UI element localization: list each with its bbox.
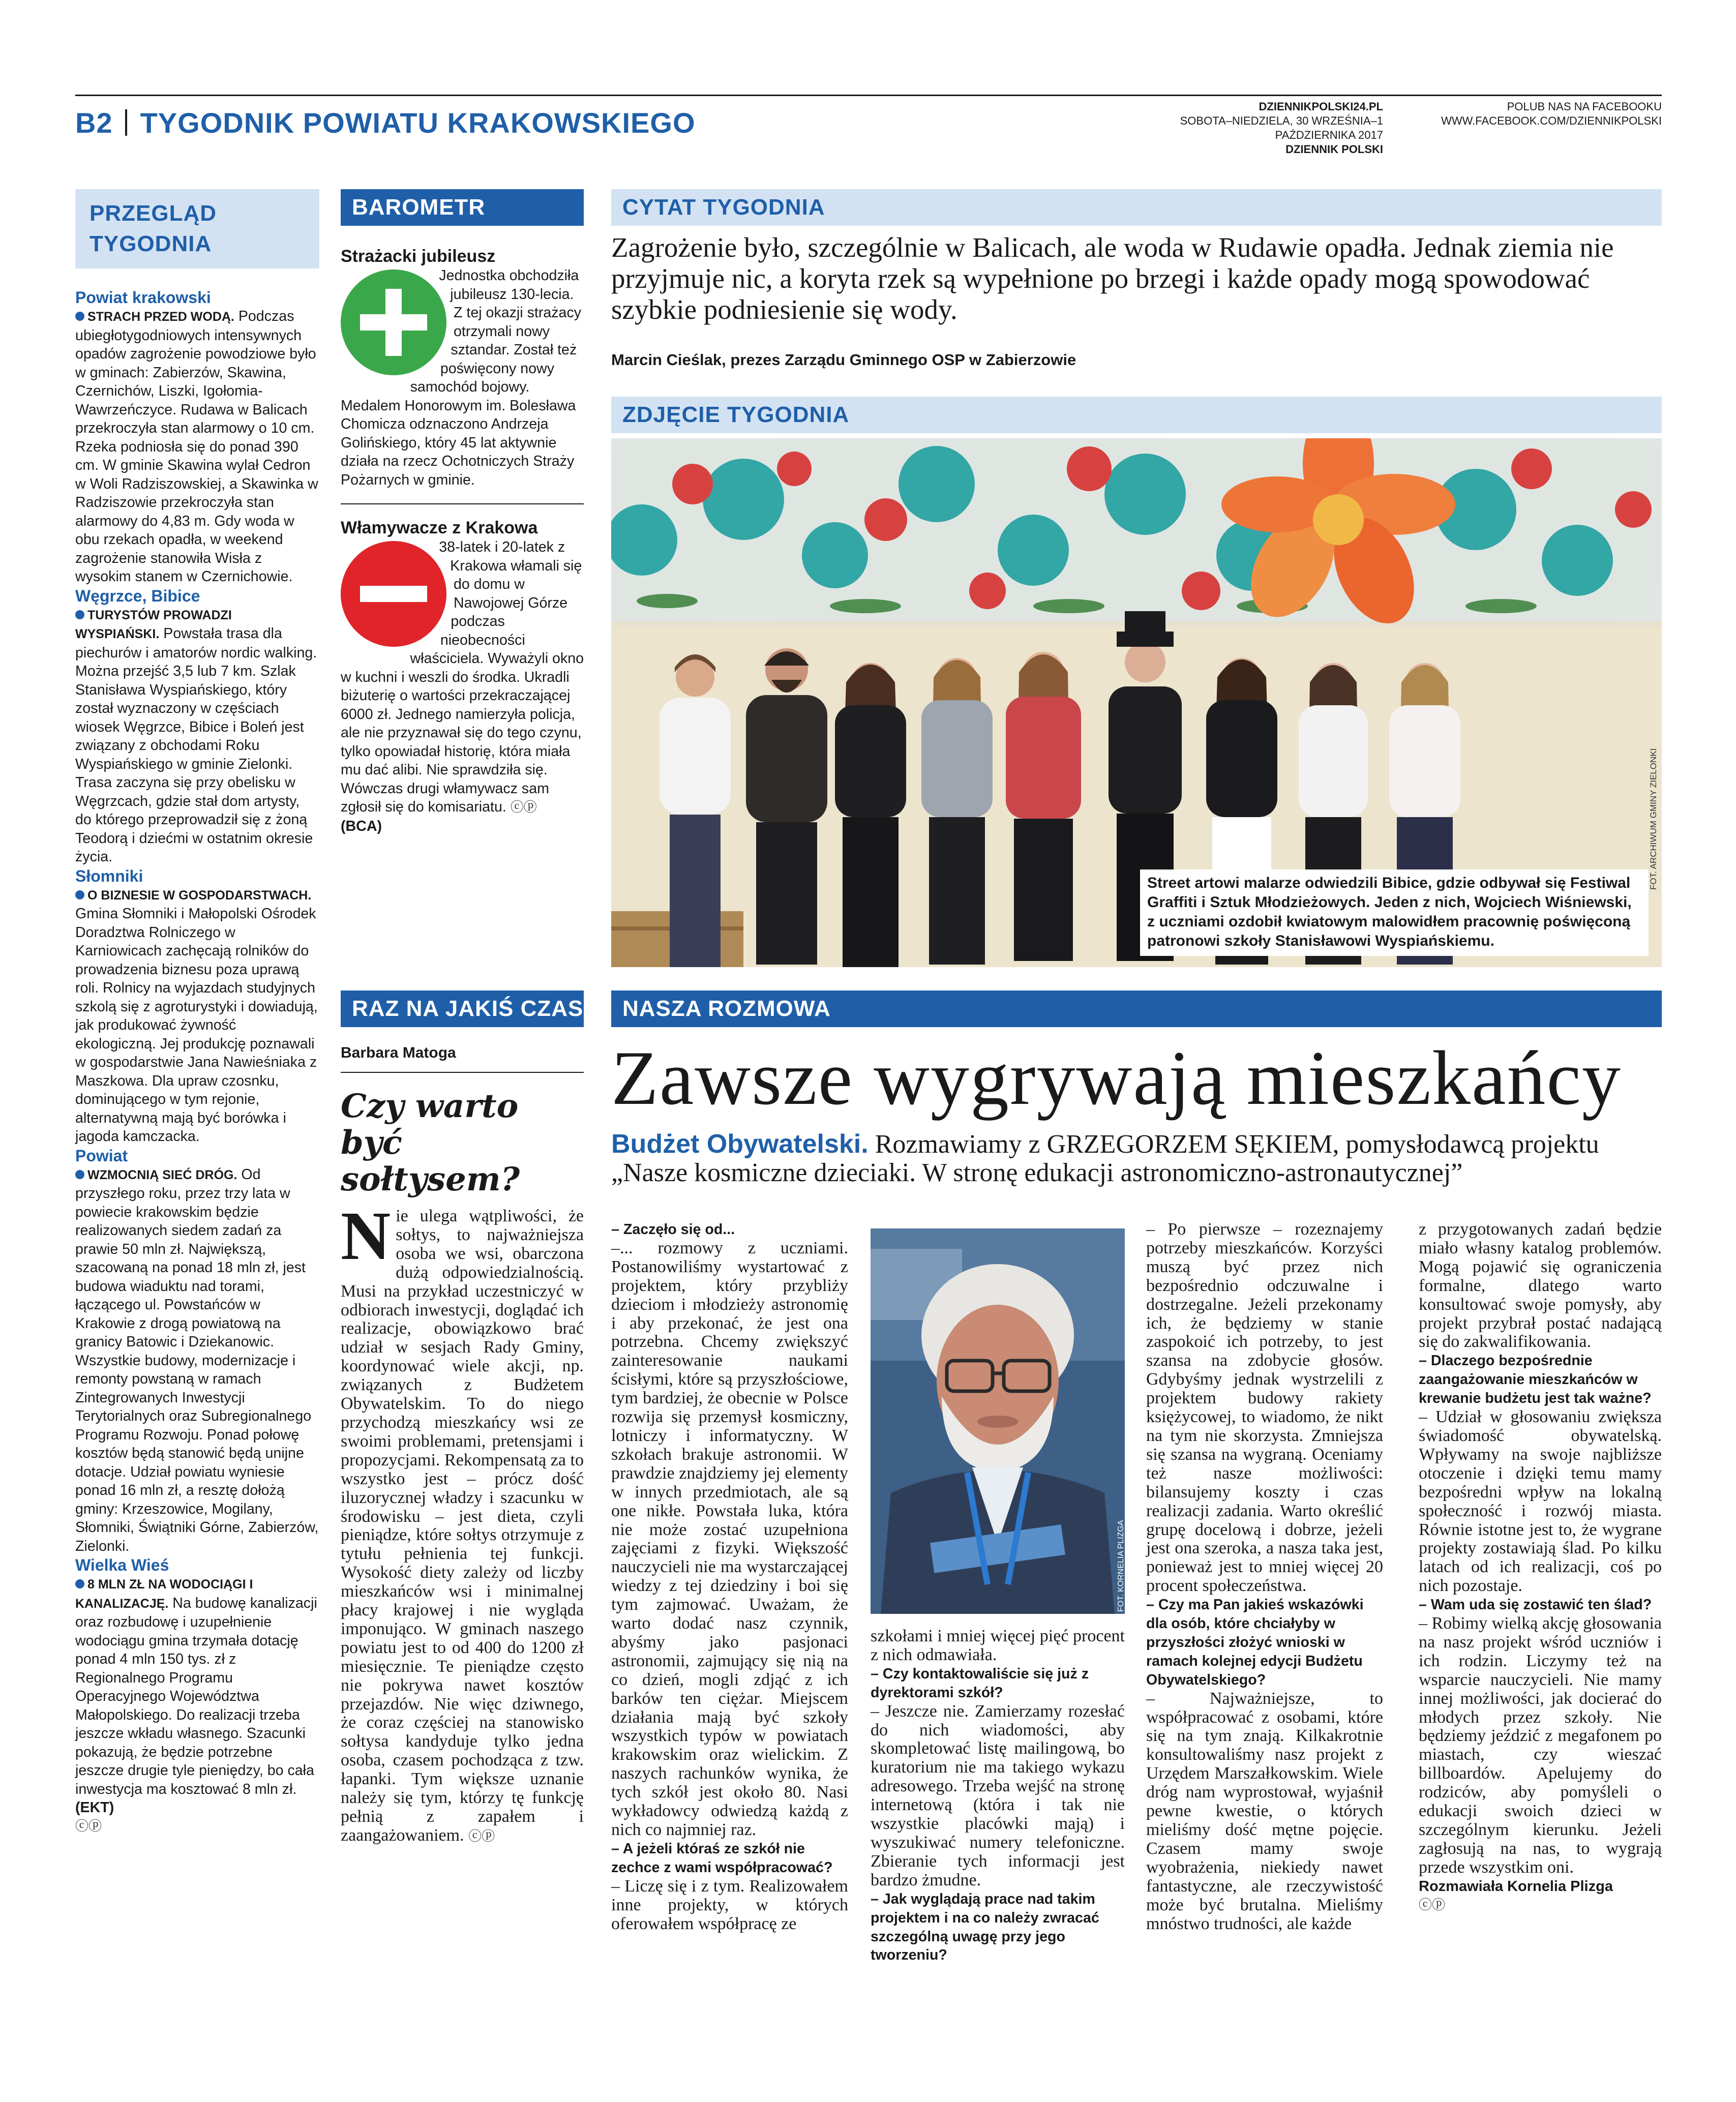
zdjecie-head: ZDJĘCIE TYGODNIA: [611, 397, 1662, 433]
interview-column-3: [1146, 1220, 1383, 1933]
section-title: TYGODNIK POWIATU KRAKOWSKIEGO: [140, 106, 696, 139]
news-place: Powiat: [75, 1146, 128, 1165]
interview-question: – Zaczęło się od...: [611, 1221, 735, 1238]
interview-answer: szkołami i mniej więcej pięć procent z nich odmawiała.: [871, 1627, 1125, 1664]
barometr-plus-body: [341, 266, 584, 489]
news-place: Powiat krakowski: [75, 288, 211, 307]
page-number: B2: [75, 106, 113, 139]
interview-column-1: [611, 1220, 848, 1933]
interview-answer: –... rozmowy z uczniami. Postanowiliśmy wystartować z projektem, który przybliży dzieciom i młodzieży astronomię i aby przekonać, że jest ona potrzebna. Chcemy zwiększyć zainteresowanie naukami ścisłymi, które są przyszłościowe, tym bardziej, że obecnie w Polsce rozwija się przemysł kosmiczny, lotniczy i informatyczny. W szkołach brakuje astronomii. W prawdzie znajdziemy jej elementy w innych przedmiotach, ale są one nikłe. Powstała luka, która nie może zostać uzupełniona zajęciami z fizyki. Większość nauczycieli nie ma wystarczającej wiedzy z tej dziedziny i boi się tym zajmować. Uważam, że warto dodać nasz czynnik, abyśmy jako pasjonaci astronomii, zajmujący się nią na co dzień, mogli zdjąć z ich barków ten ciężar. Miejscem działania mają być szkoły wszystkich typów w powiatach krakowskim oraz wielickim. Z naszych rachunków wynika, że tych szkół jest około 80. Nasi wykładowcy odwiedzą każdą z nich co najmniej raz.: [611, 1238, 848, 1839]
felieton-head: RAZ NA JAKIŚ CZAS: [341, 990, 584, 1027]
photo-credit: FOT. ARCHIWUM GMINY ZIELONKI: [1649, 748, 1658, 890]
interview-column-2: [871, 1627, 1125, 1965]
facebook-prompt: POLUB NAS NA FACEBOOKU: [1507, 100, 1662, 113]
bullet-icon: [75, 1170, 84, 1179]
felieton-body: [341, 1198, 584, 1846]
news-text: Na budowę kanalizacji oraz rozbudowę i uzupełnienie wodociągu gmina trzymała dotację ponad 4 mln 150 tys. zł z Regionalnego Programu Operacyjnego Województwa Małopolskiego. Do realizacji trzeba jeszcze wkładu własnego. Szacunki pokazują, że będzie potrzebne jeszcze drugie tyle pieniędzy, bo cała inwestycja ma kosztować 8 mln zł.: [75, 1595, 317, 1797]
barometr-column: [341, 246, 584, 835]
interview-question: – Wam uda się zostawić ten ślad?: [1419, 1597, 1652, 1613]
photo-caption: Street artowi malarze odwiedzili Bibice, gdzie odbywał się Festiwal Graffiti i Sztuk Młodzieżowych. Jeden z nich, Wojciech Wiśniewski, z uczniami ozdobił kwiatowym malowidłem pracownię poświęconą patronowi szkoły Stanisławowi Wyspiańskiemu.: [1140, 869, 1649, 956]
interview-answer: – Po pierwsze – rozeznajemy potrzeby mieszkańców. Korzyści muszą być przez nich bezpośrednio odczuwalne i dostrzegalne. Jeżeli przekonamy ich, że będziemy w stanie zaspokoić ich potrzeby, to jest szansa na zdobycie głosów. Gdybyśmy jednak wystrzelili z projektem budowy rakiety księżycowej, to wiadomo, że nikt na tym nie skorzysta. Zmniejsza się szansa na wygraną. Oceniamy też nasze możliwości: bilansujemy koszty i czas realizacji zadania. Warto określić grupę docelową i dobrze, jeżeli jest ona szeroka, a nasza taka jest, ponieważ jest to mniej więcej 20 procent społeczeństwa.: [1146, 1220, 1383, 1596]
interview-deck: [611, 1130, 1662, 1187]
przeglad-head: [75, 189, 319, 268]
barometr-signature: (BCA): [341, 818, 382, 834]
interview-question: – Dlaczego bezpośrednie zaangażowanie mieszkańców w krewanie budżetu jest tak ważne?: [1419, 1353, 1652, 1407]
interview-answer: – Liczę się i z tym. Realizowałem inne projekty, w których oferowałem współpracę ze: [611, 1876, 848, 1933]
interview-question: – A jeżeli któraś ze szkół nie zechce z wami współpracować?: [611, 1840, 833, 1876]
news-lead: O BIZNESIE W GOSPODARSTWACH.: [87, 888, 312, 903]
news-text: Podczas ubiegłotygodniowych intensywnych opadów zagrożenie powodziowe było w gminach: Zabierzów, Skawina, Czernichów, Liszki, Igołomia-Wawrzeńczyce. Rudawa w Balicach przekroczyła stan alarmowy o 10 cm. Rzeka podniosła się do ponad 390 cm. W gminie Skawina wylał Cedron w Woli Radziszowskiej, a Skawinka w Radziszowie przekroczyła stan alarmowy do 4,83 m. Gdy woda w obu rzekach opadła, w weekend zagrożenie stanowiła Wisła z wysokim stanem w Czernichowie.: [75, 308, 318, 585]
interview-deck-text: Rozmawiamy z GRZEGORZEM SĘKIEM, pomysłodawcą projektu „Nasze kosmiczne dzieciaki. W stronę edukacji astronomiczno-astronautycznej”: [611, 1130, 1599, 1187]
barometr-minus-title: Włamywacze z Krakowa: [341, 518, 538, 537]
barometr-divider: [341, 503, 584, 504]
header-info: [1098, 100, 1383, 157]
interviewee-photo: [871, 1228, 1125, 1614]
rozmowa-head: NASZA ROZMOWA: [611, 990, 1662, 1027]
interview-kicker: Budżet Obywatelski.: [611, 1129, 869, 1159]
plus-icon: [341, 269, 446, 375]
quote-author: Marcin Cieślak, prezes Zarządu Gminnego OSP w Zabierzowie: [611, 351, 1076, 369]
news-text: Od przyszłego roku, przez trzy lata w powiecie krakowskim będzie realizowanych siedem zadań za prawie 50 mln zł. Największą, szacowaną na ponad 18 mln zł, jest budowa wiaduktu nad torami, łączącego ul. Powstańców w Krakowie z drogą powiatową na granicy Batowic i Dziekanowic. Wszystkie budowy, modernizacje i remonty powstaną w ramach Zintegrowanych Inwestycji Terytorialnych oraz Subregionalnego Programu Rozwoju. Ponad połowę kosztów będą stanowić będą unijne dotacje. Udział powiatu wyniesie ponad 16 mln zł, a resztę dołożą gminy: Krzeszowice, Mogilany, Słomniki, Świątniki Górne, Zabierzów, Zielonki.: [75, 1166, 319, 1554]
news-lead: TURYSTÓW PROWADZI WYSPIAŃSKI.: [75, 608, 232, 641]
przeglad-column: [75, 288, 319, 2017]
copyright-icon: ⓒⓟ: [75, 1818, 102, 1834]
news-text: Gmina Słomniki i Małopolski Ośrodek Doradztwa Rolniczego w Karniowicach zachęcają rolników do prowadzenia biznesu poza uprawą roli. Rolnicy na wyjazdach studyjnych szkolą się z agroturystyki i dowiadują, jak produkować żywność ekologiczną. Jej produkcję poznawali w gospodarstwie Jana Nawieśniaka z Maszkowa. Dla upraw czosnku, dominującego w tym rejonie, alternatywną mają być borówka i jagoda kamczacka.: [75, 906, 318, 1145]
news-place: Wielka Wieś: [75, 1556, 169, 1574]
paper-name: DZIENNIK POLSKI: [1285, 143, 1383, 156]
news-item: [75, 1146, 319, 1556]
felieton-title: Czy warto być sołtysem?: [341, 1087, 520, 1198]
interview-answer: z przygotowanych zadań będzie miało własny katalog problemów. Mogą pojawić się ograniczenia formalne, dlatego warto konsultować swoje pomysły, aby projekt przybrał postać nadającą się do zakwalifikowania.: [1419, 1220, 1662, 1352]
site-link[interactable]: DZIENNIKPOLSKI24.PL: [1259, 100, 1383, 113]
barometr-head: BAROMETR: [341, 189, 584, 226]
news-item: [75, 586, 319, 866]
facebook-link[interactable]: WWW.FACEBOOK.COM/DZIENNIKPOLSKI: [1441, 114, 1662, 127]
interview-question: – Jak wyglądają prace nad takim projektem i na co należy zwracać szczególną uwagę przy jego tworzeniu?: [871, 1890, 1099, 1964]
przeglad-head-line2: TYGODNIA: [89, 231, 212, 256]
felieton-divider: [341, 1072, 584, 1073]
felieton-author: Barbara Matoga: [341, 1044, 456, 1061]
interview-column-4: [1419, 1220, 1662, 1915]
copyright-icon: ⓒⓟ: [468, 1828, 495, 1844]
interview-title: Zawsze wygrywają mieszkańcy: [611, 1035, 1622, 1121]
interview-signature: Rozmawiała Kornelia Plizga: [1419, 1878, 1613, 1895]
copyright-icon: ⓒⓟ: [510, 800, 537, 815]
bullet-icon: [75, 890, 84, 899]
issue-date: SOBOTA–NIEDZIELA, 30 WRZEŚNIA–1 PAŹDZIERNIKA 2017: [1180, 114, 1383, 141]
news-lead: 8 MLN ZŁ NA WODOCIĄGI I KANALIZACJĘ.: [75, 1577, 253, 1611]
interview-answer: – Udział w głosowaniu zwiększa świadomość obywatelską. Wpływamy na swoje najbliższe otoczenie i dzięki temu mamy bezpośredni wpływ na lokalną społeczność i rozwój miasta. Równie istotne jest to, że wygrane projekty zostawiają ślad. Po kilku latach od ich realizacji, coś po nich pozostaje.: [1419, 1407, 1662, 1596]
quote-text: Zagrożenie było, szczególnie w Balicach, ale woda w Rudawie opadła. Jednak ziemia nie przyjmuje nic, a koryta rzek są wypełnione po brzegi i każde opady mogą spowodować szybkie podniesienie się wody.: [611, 232, 1614, 325]
bullet-icon: [75, 1579, 84, 1588]
news-lead: WZMOCNIĄ SIEĆ DRÓG.: [87, 1167, 237, 1182]
news-lead: STRACH PRZED WODĄ.: [87, 310, 234, 324]
interview-question: – Czy kontaktowaliście się już z dyrektorami szkół?: [871, 1665, 1089, 1701]
portrait-credit: FOT. KORNELIA PLIZGA: [1117, 1520, 1125, 1612]
copyright-icon: ⓒⓟ: [1419, 1897, 1446, 1913]
interview-answer: – Najważniejsze, to współpracować z osobami, które się na tym znają. Kilkakrotnie konsultowaliśmy nasz projekt z Urzędem Marszałkowskim. Wiele dróg nam wyprostował, wyjaśnił pewne kwestie, o których mieliśmy dość mętne pojęcie. Czasem mamy swoje wyobrażenia, niekiedy nawet fantastyczne, ale rzeczywistość może być brutalna. Mieliśmy mnóstwo trudności, ale każde: [1146, 1689, 1383, 1933]
page-header: [75, 100, 696, 145]
minus-icon: [341, 541, 446, 647]
interview-answer: – Jeszcze nie. Zamierzamy rozesłać do nich wiadomości, aby skompletować listę mailingową, bo kuratorium nie ma takiego wykazu adresowego. Trzeba wejść na stronę internetową (która i tak nie wszystkie placówki mają) i wyszukiwać numery telefoniczne. Zbieranie tych informacji jest bardzo żmudne.: [871, 1701, 1125, 1889]
news-item: [75, 1555, 319, 1798]
header-rule: [75, 95, 1662, 96]
header-divider: [125, 109, 127, 136]
przeglad-signature: (EKT): [75, 1799, 114, 1816]
cytat-head: CYTAT TYGODNIA: [611, 189, 1662, 226]
barometr-minus-text: 38-latek i 20-latek z Krakowa włamali się do domu w Nawojowej Górze podczas nieobecności właściciela. Wyważyli okno w kuchni i weszli do środka. Ukradli biżuterię o wartości przekraczającej 6000 zł. Jednego namierzyła policja, ale nie przyznawał się do tego czynu, tylko opowiadał historię, która miała mu dać alibi. Nie sprawdziła się. Wówczas drugi włamywacz sam zgłosił się do komisariatu.: [341, 539, 584, 815]
news-text: Powstała trasa dla piechurów i amatorów nordic walking. Można przejść 3,5 lub 7 km. Szlak Stanisława Wyspiańskiego, który został wyznaczony w częściach wiosek Węgrzce, Bibice i Boleń jest związany z obchodami Roku Wyspiańskiego w gminie Zielonki. Trasa zaczyna się przy obelisku w Węgrzcach, gdzie stał dom artysty, do którego przeprowadził się z żoną Teodorą i dziećmi w ostatnim okresie życia.: [75, 625, 317, 865]
przeglad-head-line1: PRZEGLĄD: [89, 201, 217, 226]
news-place: Węgrzce, Bibice: [75, 586, 200, 605]
news-item: [75, 288, 319, 586]
drop-cap: N: [341, 1198, 391, 1274]
news-place: Słomniki: [75, 866, 143, 885]
news-item: [75, 866, 319, 1146]
bullet-icon: [75, 610, 84, 619]
felieton-text: ie ulega wątpliwości, że sołtys, to najważniejsza osoba we wsi, obarczona dużą odpowiedzialnością. Musi na przykład uczestniczyć w odbiorach inwestycji, doglądać ich realizacje, obowiązkowo brać udział w sesjach Rady Gminy, koordynować wiele akcji, np. związanych z Budżetem Obywatelskim. To do niego przychodzą mieszkańcy wsi ze swoimi problemami, pretensjami i propozycjami. Rekompensatą za to wszystko jest – prócz dość iluzorycznej władzy i szacunku w środowisku – jest dieta, czyli pieniądze, które sołtys otrzymuje z tytułu pełnienia tej funkcji. Wysokość diety zależy od liczby mieszkańców wsi i minimalnej płacy krajowej i nie wygląda imponująco. W gminach naszego powiatu jest to od 400 do 1200 zł miesięcznie. Te pieniądze często nie pokrywa nawet kosztów przejazdów. Nie więc dziwnego, że coraz częściej na stanowisko sołtysa kandyduje tylko jedna osoba, czasem pochodząca z tzw. łapanki. Tym większe uznanie należy się tym, którzy tę funkcję pełnią z zapałem i zaangażowaniem.: [341, 1207, 584, 1845]
facebook-info: [1424, 100, 1662, 128]
barometr-minus-body: [341, 538, 584, 817]
felieton-column: [341, 1027, 584, 1846]
interview-question: – Czy ma Pan jakieś wskazówki dla osób, które chciałyby w przyszłości złożyć wnioski w ramach kolejnej edycji Budżetu Obywatelskiego?: [1146, 1597, 1364, 1688]
barometr-plus-title: Strażacki jubileusz: [341, 247, 496, 266]
barometr-plus-text: Jednostka obchodziła jubileusz 130-lecia. Z tej okazji strażacy otrzymali nowy sztandar. Został też poświęcony nowy samochód bojowy. Medalem Honorowym im. Bolesława Chomicza odznaczono Andrzeja Golińskiego, który 45 lat aktywnie działa na rzecz Ochotniczych Straży Pożarnych w gminie.: [341, 267, 582, 488]
interview-answer: – Robimy wielką akcję głosowania na nasz projekt wśród uczniów i ich rodzin. Liczymy też na wsparcie nauczycieli. Nie mamy innej możliwości, jak docierać do młodych przez szkoły. Nie będziemy jeździć z megafonem po miastach, czy wieszać billboardów. Apelujemy do rodziców, aby pomyśleli o edukacji swoich dzieci w szczególnym kierunku. Jeżeli zagłosują na nas, to wygrają przede wszystkim oni.: [1419, 1614, 1662, 1877]
bullet-icon: [75, 312, 84, 321]
